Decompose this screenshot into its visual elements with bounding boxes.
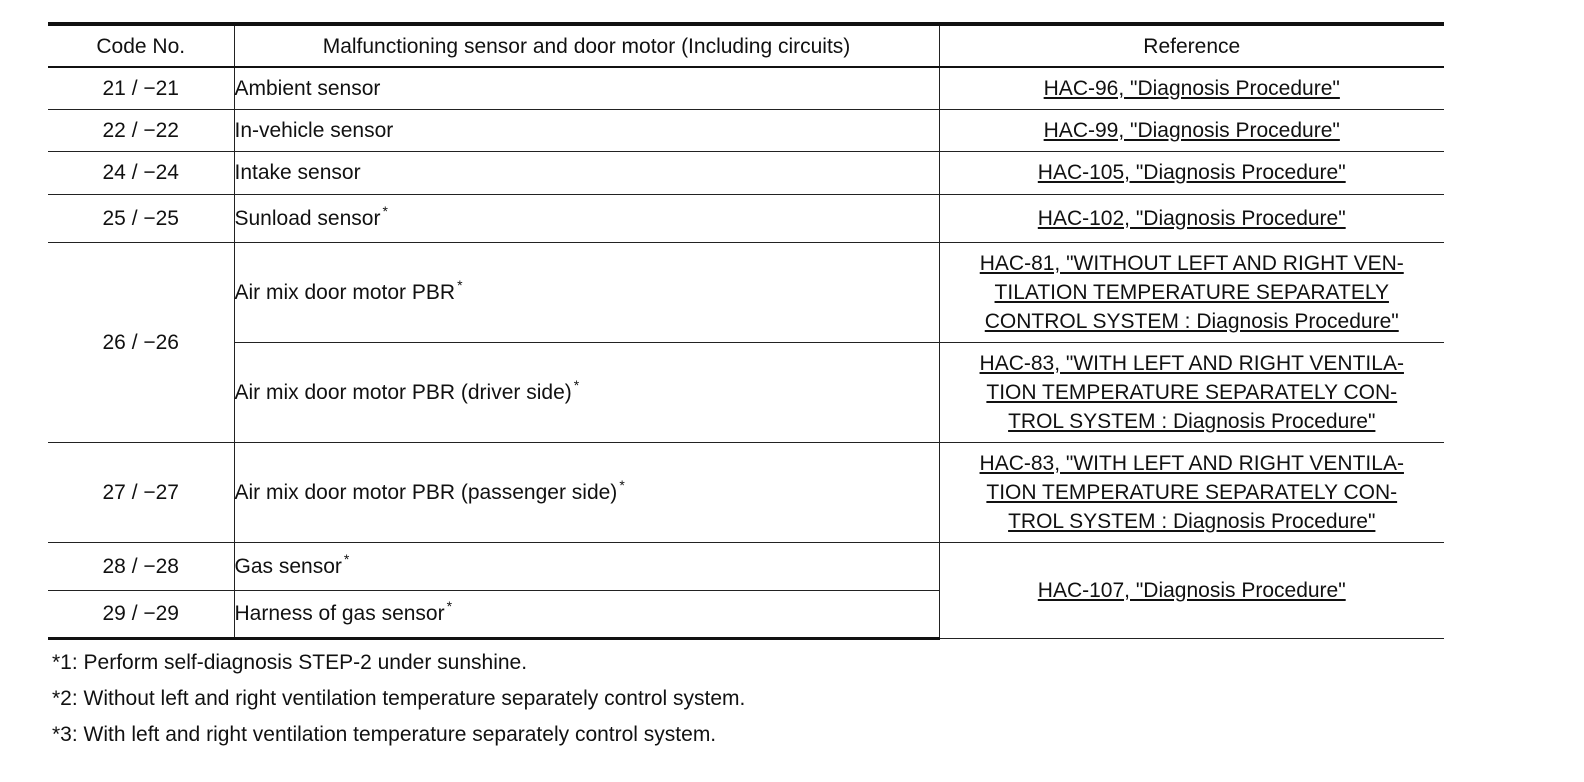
code-cell: 26 / −26 [48,242,234,442]
description-cell [234,542,939,590]
reference-link[interactable]: HAC-99, "Diagnosis Procedure" [1043,118,1340,142]
footnote-1: *1: Perform self-diagnosis STEP-2 under sunshine. [52,651,528,674]
description-cell [234,342,939,442]
reference-link-line[interactable]: TILATION TEMPERATURE SEPARATELY [994,280,1389,304]
footnote-3: *3: With left and right ventilation temperature separately control system. [52,723,717,746]
table-header-row [48,24,1444,67]
footnote-asterisk: * [573,376,580,393]
footnote-asterisk: * [619,476,625,493]
reference-cell [939,342,1444,442]
reference-link-line[interactable]: TION TEMPERATURE SEPARATELY CON- [986,480,1398,504]
description-cell [234,67,939,109]
table-row [48,342,1444,442]
code-cell: 29 / −29 [48,590,234,638]
description-text: Intake sensor [234,161,361,184]
footnote-2: *2: Without left and right ventilation temperature separately control system. [52,687,746,710]
reference-link-line[interactable]: TION TEMPERATURE SEPARATELY CON- [986,380,1398,404]
footnote-asterisk: * [457,276,463,293]
reference-link-line[interactable]: HAC-81, "WITHOUT LEFT AND RIGHT VEN- [979,251,1404,275]
reference-link[interactable]: HAC-105, "Diagnosis Procedure" [1037,161,1346,184]
header-code: Code No. [48,24,234,67]
description-text: Gas sensor [234,554,342,578]
reference-cell [939,242,1444,342]
description-text: Sunload sensor [234,206,381,230]
code-cell: 22 / −22 [48,109,234,151]
reference-cell [939,542,1444,638]
description-cell [234,242,939,342]
code-cell: 21 / −21 [48,67,234,109]
header-description: Malfunctioning sensor and door motor (Including circuits) [234,24,939,67]
footnote-asterisk: * [446,598,453,614]
table-row [48,67,1444,109]
footnote-asterisk: * [343,550,350,567]
reference-link-line[interactable]: CONTROL SYSTEM : Diagnosis Procedure" [984,309,1399,333]
description-cell [234,442,939,542]
reference-cell [939,442,1444,542]
code-cell: 27 / −27 [48,442,234,542]
reference-link-line[interactable]: HAC-83, "WITH LEFT AND RIGHT VENTILA- [979,451,1404,475]
description-cell [234,194,939,242]
code-cell: 28 / −28 [48,542,234,590]
reference-cell [939,194,1444,242]
table-row [48,542,1444,590]
description-text: Air mix door motor PBR (passenger side) [234,480,618,504]
table-row [48,194,1444,242]
reference-link-line[interactable]: TROL SYSTEM : Diagnosis Procedure" [1008,409,1376,433]
reference-cell [939,67,1444,109]
table-row [48,151,1444,194]
diagnosis-table [48,22,1444,640]
description-cell [234,151,939,194]
description-text: Harness of gas sensor [234,602,445,625]
reference-link[interactable]: HAC-96, "Diagnosis Procedure" [1043,76,1340,100]
reference-link[interactable]: HAC-102, "Diagnosis Procedure" [1037,206,1346,230]
reference-cell [939,151,1444,194]
description-text: In-vehicle sensor [234,118,394,142]
description-cell [234,109,939,151]
footnotes [52,645,745,753]
table-row [48,442,1444,542]
reference-link[interactable]: HAC-107, "Diagnosis Procedure" [1037,578,1346,602]
description-text: Air mix door motor PBR (driver side) [234,380,572,404]
table-row [48,109,1444,151]
reference-cell [939,109,1444,151]
description-text: Air mix door motor PBR [234,280,456,304]
table-row [48,242,1444,342]
reference-link-line[interactable]: HAC-83, "WITH LEFT AND RIGHT VENTILA- [979,351,1404,375]
description-cell [234,590,939,638]
reference-link-line[interactable]: TROL SYSTEM : Diagnosis Procedure" [1008,509,1376,533]
code-cell: 25 / −25 [48,194,234,242]
code-cell: 24 / −24 [48,151,234,194]
header-reference: Reference [939,24,1444,67]
description-text: Ambient sensor [234,76,381,100]
footnote-asterisk: * [382,202,388,219]
